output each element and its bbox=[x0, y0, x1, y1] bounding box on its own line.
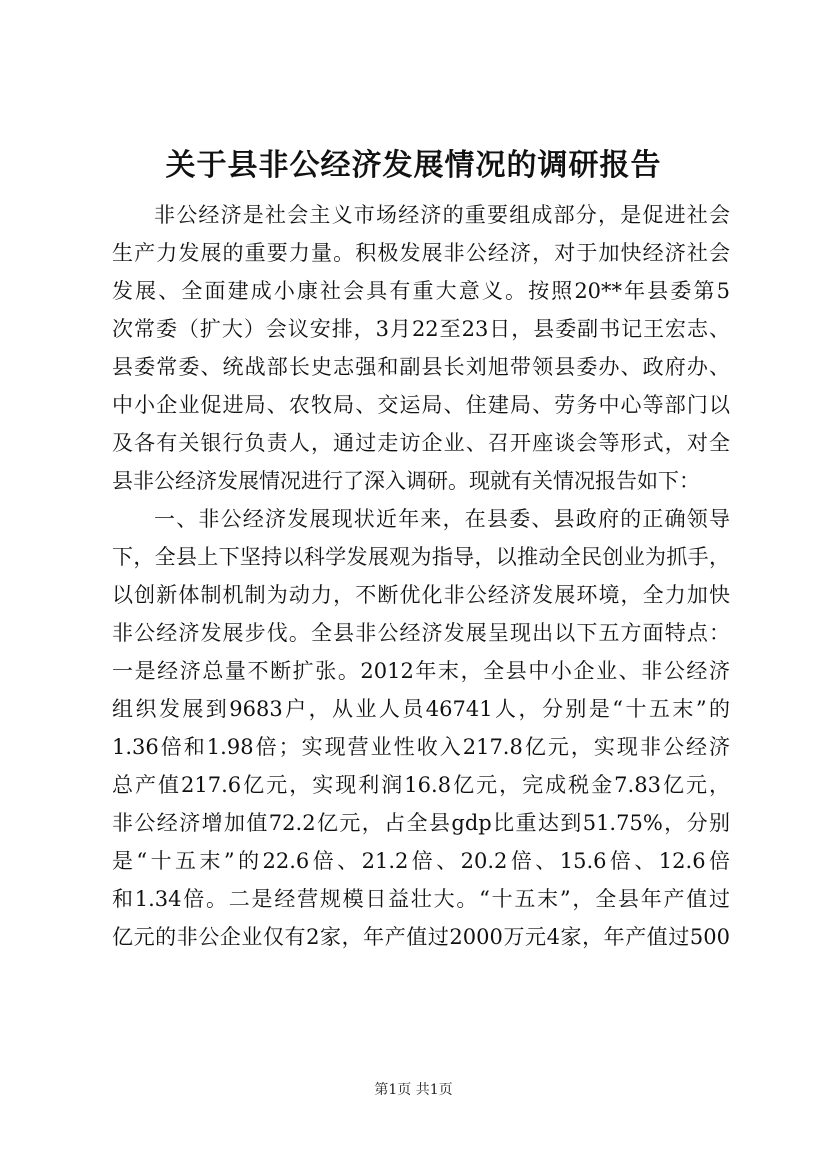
paragraph-line: 1.36倍和1.98倍；实现营业性收入217.8亿元，实现非公经济 bbox=[112, 735, 730, 759]
paragraph-line: 中小企业促进局、农牧局、交运局、住建局、劳务中心等部门以 bbox=[112, 393, 730, 417]
paragraph-line: 总产值217.6亿元，实现利润16.8亿元，完成税金7.83亿元， bbox=[112, 773, 730, 797]
paragraph-line: 以创新体制机制为动力，不断优化非公经济发展环境，全力加快 bbox=[112, 583, 730, 607]
paragraph-line: 一是经济总量不断扩张。2012年末，全县中小企业、非公经济 bbox=[112, 659, 730, 683]
paragraph-line: 县委常委、统战部长史志强和副县长刘旭带领县委办、政府办、 bbox=[112, 355, 730, 379]
paragraph-line: 次常委（扩大）会议安排，3月22至23日，县委副书记王宏志、 bbox=[112, 317, 730, 341]
paragraph-line: 及各有关银行负责人，通过走访企业、召开座谈会等形式，对全 bbox=[112, 431, 730, 455]
page-footer: 第1页 共1页 bbox=[374, 1082, 453, 1098]
document-body bbox=[112, 196, 730, 956]
paragraph-line: 发展、全面建成小康社会具有重大意义。按照20**年县委第5 bbox=[112, 279, 730, 303]
paragraph-line: 非公经济发展步伐。全县非公经济发展呈现出以下五方面特点： bbox=[112, 621, 730, 645]
paragraph-line: 下，全县上下坚持以科学发展观为指导，以推动全民创业为抓手， bbox=[112, 545, 730, 569]
paragraph-line: 非公经济增加值72.2亿元，占全县gdp比重达到51.75%，分别 bbox=[112, 811, 730, 835]
paragraph-line: 是“十五末”的22.6倍、21.2倍、20.2倍、15.6倍、12.6倍 bbox=[112, 849, 730, 873]
paragraph-line: 生产力发展的重要力量。积极发展非公经济，对于加快经济社会 bbox=[112, 241, 730, 265]
paragraph-line: 非公经济是社会主义市场经济的重要组成部分，是促进社会 bbox=[154, 203, 730, 227]
paragraph-line: 和1.34倍。二是经营规模日益壮大。“十五末”，全县年产值过 bbox=[112, 887, 730, 911]
paragraph-line: 一、非公经济发展现状近年来，在县委、县政府的正确领导 bbox=[154, 507, 730, 531]
document-title: 关于县非公经济发展情况的调研报告 bbox=[165, 148, 662, 183]
paragraph-line: 亿元的非公企业仅有2家，年产值过2000万元4家，年产值过500 bbox=[112, 925, 730, 949]
paragraph-line: 县非公经济发展情况进行了深入调研。现就有关情况报告如下： bbox=[112, 469, 700, 493]
paragraph-line: 组织发展到9683户，从业人员46741人，分别是“十五末”的 bbox=[112, 697, 730, 721]
